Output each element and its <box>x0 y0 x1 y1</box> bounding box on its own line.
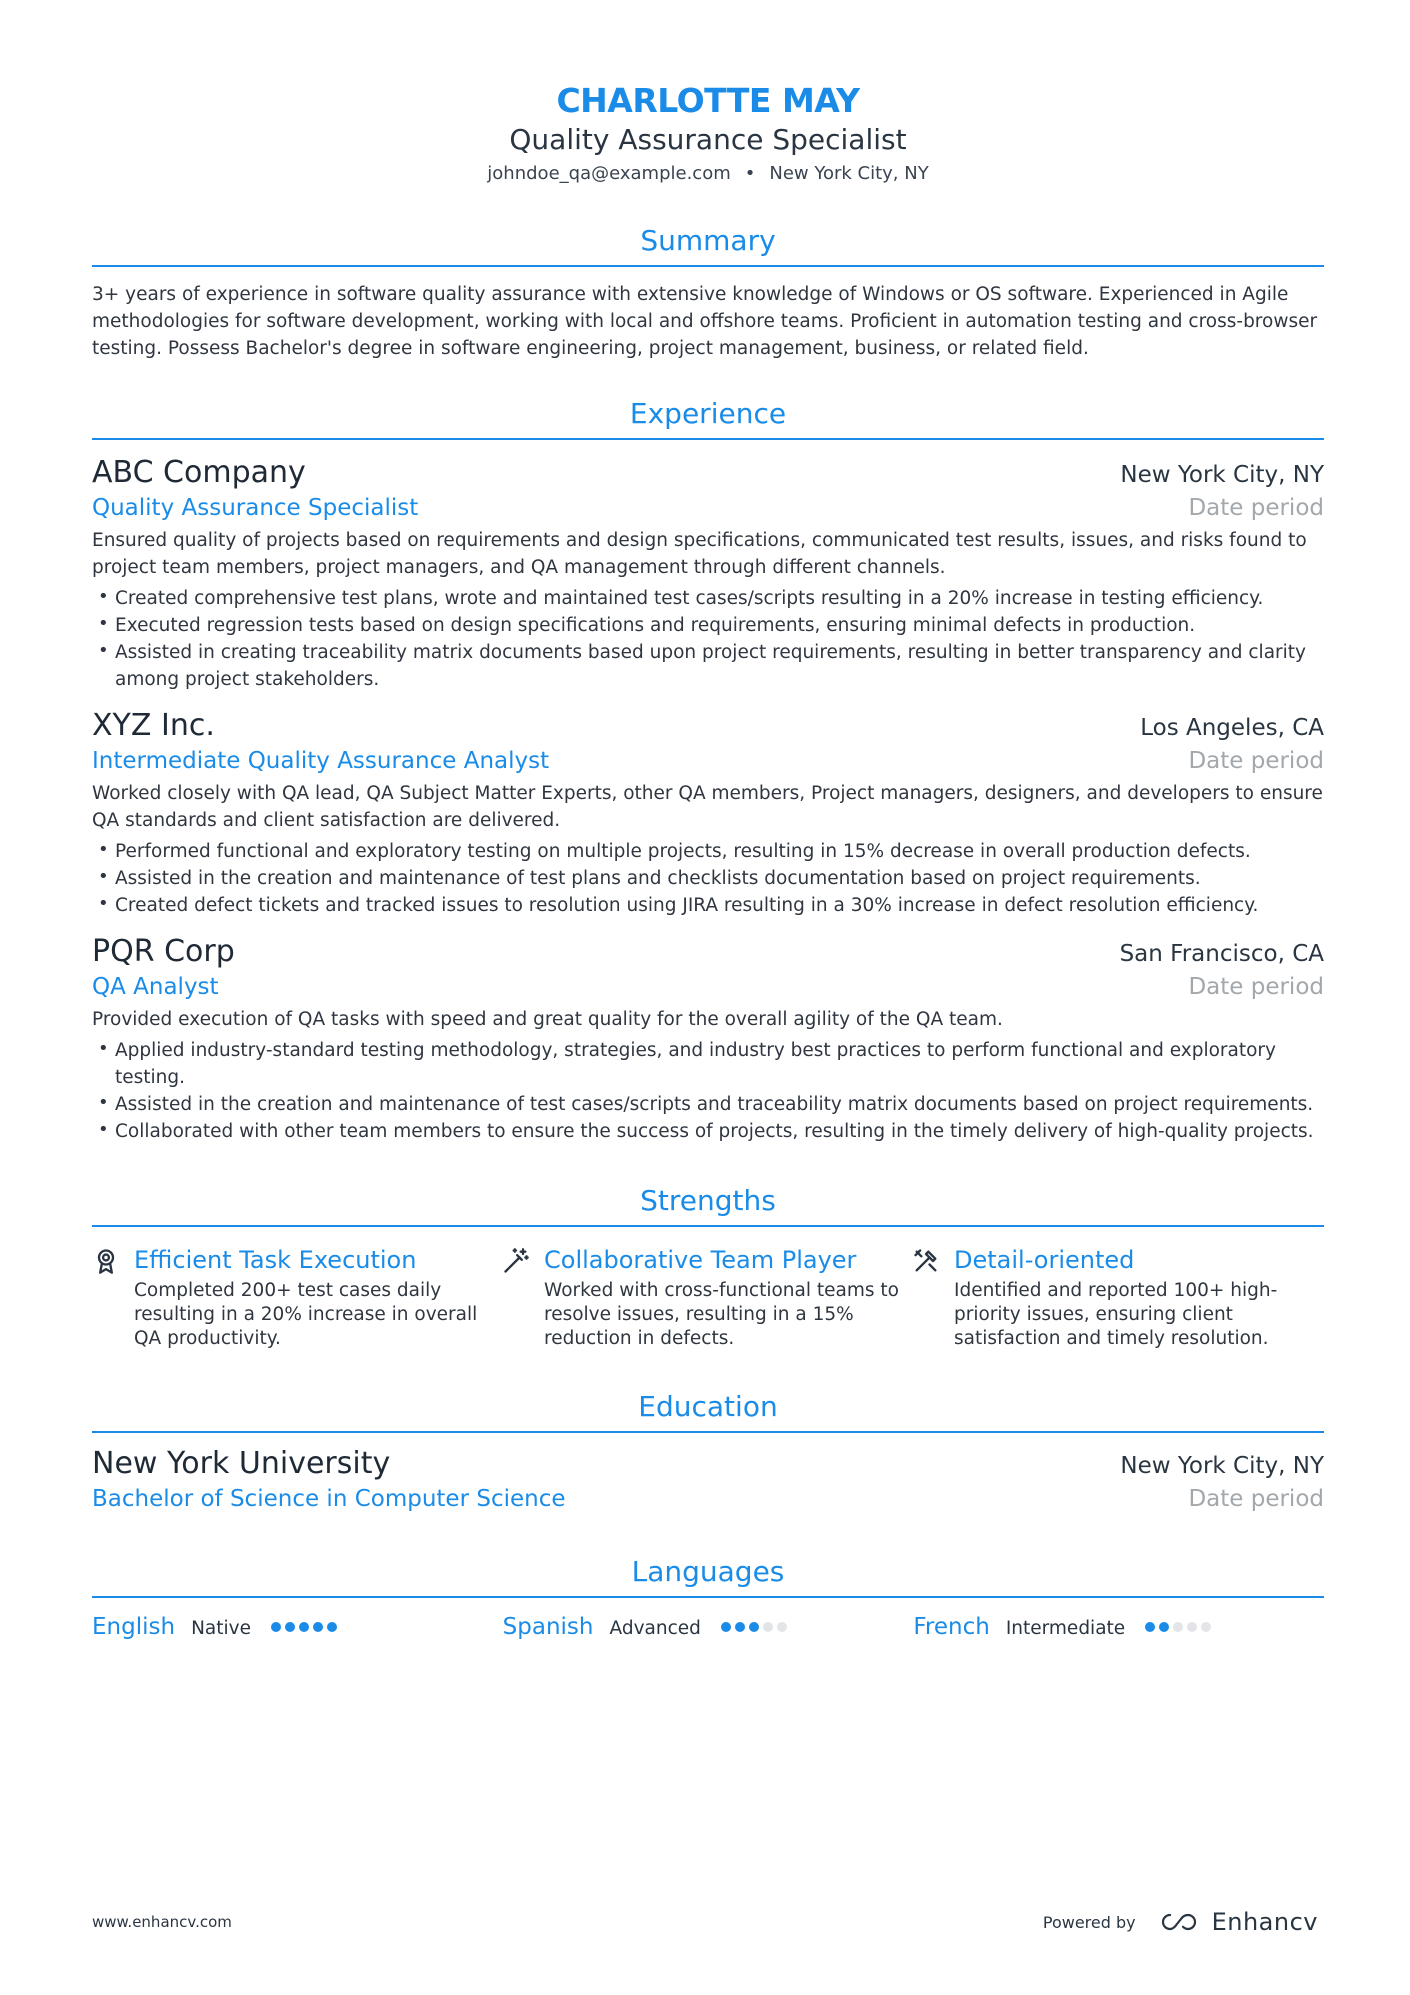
contact-line <box>92 161 1324 187</box>
rating-dot-filled <box>735 1622 745 1632</box>
job-description: Provided execution of QA tasks with speed and great quality for the overall agility of the QA team. <box>92 1009 1003 1030</box>
powered-by <box>1043 1908 1318 1936</box>
infinity-logo-icon <box>1160 1911 1204 1933</box>
contact-location: New York City, NY <box>769 163 929 184</box>
summary-heading: Summary <box>92 223 1324 267</box>
job-date: Date period <box>1188 495 1324 521</box>
education-school: New York University <box>92 1446 391 1481</box>
candidate-title: Quality Assurance Specialist <box>509 123 907 156</box>
rating-dot-filled <box>271 1622 281 1632</box>
strength-title: Detail-oriented <box>954 1246 1135 1274</box>
education-degree: Bachelor of Science in Computer Science <box>92 1486 566 1512</box>
page-footer <box>92 1908 1318 1936</box>
job-bullet: • Created defect tickets and tracked issues to resolution using JIRA resulting in a 30% increase in defect resolution efficiency. <box>92 892 1324 919</box>
job-bullet: • Assisted in creating traceability matrix documents based upon project requirements, resulting in better transparency and clarity among project stakeholders. <box>92 639 1324 693</box>
job-bullets <box>92 1037 1324 1145</box>
education-section <box>92 1389 1324 1514</box>
job-date: Date period <box>1188 748 1324 774</box>
contact-email[interactable]: johndoe_qa@example.com <box>487 163 731 184</box>
education-location: New York City, NY <box>1120 1453 1324 1479</box>
language-rating <box>1145 1622 1211 1632</box>
contact-separator: • <box>744 163 756 184</box>
language-item <box>503 1612 914 1642</box>
resume-content <box>92 80 1324 1642</box>
language-rating <box>721 1622 787 1632</box>
job-company: PQR Corp <box>92 934 235 969</box>
job-location: San Francisco, CA <box>1119 941 1324 967</box>
rating-dot-filled <box>749 1622 759 1632</box>
job-bullet: • Created comprehensive test plans, wrote and maintained test cases/scripts resulting in a 20% increase in testing efficiency. <box>92 585 1324 612</box>
job-bullet: • Performed functional and exploratory testing on multiple projects, resulting in 15% decrease in overall production defects. <box>92 838 1324 865</box>
rating-dot-filled <box>313 1622 323 1632</box>
strength-text: Identified and reported 100+ high-priority issues, ensuring client satisfaction and timely resolution. <box>954 1280 1278 1349</box>
rating-dot-empty <box>1201 1622 1211 1632</box>
tools-icon <box>912 1245 954 1351</box>
rating-dot-filled <box>1159 1622 1169 1632</box>
job-description: Ensured quality of projects based on requirements and design specifications, communicated test results, issues, and risks found to project team members, project managers, and QA management through different channels. <box>92 530 1307 578</box>
footer-url[interactable]: www.enhancv.com <box>92 1913 232 1931</box>
strength-title: Collaborative Team Player <box>544 1246 857 1274</box>
job-role: QA Analyst <box>92 974 219 1000</box>
languages-list <box>92 1612 1324 1642</box>
strengths-list <box>92 1245 1324 1351</box>
strength-item <box>92 1245 502 1351</box>
strength-title: Efficient Task Execution <box>134 1246 417 1274</box>
job-location: New York City, NY <box>1120 462 1324 488</box>
language-level: Native <box>191 1618 251 1639</box>
rating-dot-filled <box>721 1622 731 1632</box>
rating-dot-filled <box>1145 1622 1155 1632</box>
language-level: Advanced <box>609 1618 701 1639</box>
award-icon <box>92 1245 134 1351</box>
summary-text: 3+ years of experience in software quality assurance with extensive knowledge of Windows or OS software. Experienced in Agile methodologies for software development, working with local and offshore teams. Proficient in automation testing and cross-browser testing. Possess Bachelor's degree in software engineering, project management, business, or related field. <box>92 284 1318 359</box>
job-company: XYZ Inc. <box>92 708 215 743</box>
job-bullet: • Applied industry-standard testing methodology, strategies, and industry best practices to perform functional and exploratory testing. <box>92 1037 1324 1091</box>
brand-name: Enhancv <box>1211 1908 1318 1936</box>
job-location: Los Angeles, CA <box>1140 715 1324 741</box>
rating-dot-empty <box>1173 1622 1183 1632</box>
summary-section <box>92 223 1324 362</box>
job-description: Worked closely with QA lead, QA Subject Matter Experts, other QA members, Project managers, designers, and developers to ensure QA standards and client satisfaction are delivered. <box>92 783 1323 831</box>
language-item <box>92 1612 503 1642</box>
rating-dot-empty <box>777 1622 787 1632</box>
language-name: French <box>913 1614 990 1640</box>
job-role: Quality Assurance Specialist <box>92 495 419 521</box>
powered-by-label: Powered by <box>1042 1912 1136 1932</box>
strength-item <box>912 1245 1322 1351</box>
language-name: English <box>92 1614 176 1640</box>
strengths-heading: Strengths <box>92 1183 1324 1227</box>
strength-text: Worked with cross-functional teams to resolve issues, resulting in a 15% reduction in defects. <box>544 1280 899 1349</box>
rating-dot-empty <box>763 1622 773 1632</box>
education-entry <box>92 1445 1324 1514</box>
job-entry <box>92 454 1324 693</box>
rating-dot-filled <box>285 1622 295 1632</box>
rating-dot-filled <box>299 1622 309 1632</box>
language-item <box>913 1612 1324 1642</box>
candidate-name: CHARLOTTE MAY <box>556 81 860 120</box>
job-bullet: • Executed regression tests based on design specifications and requirements, ensuring minimal defects in production. <box>92 612 1324 639</box>
job-bullet: • Collaborated with other team members to ensure the success of projects, resulting in the timely delivery of high-quality projects. <box>92 1118 1324 1145</box>
resume-header <box>92 80 1324 187</box>
language-rating <box>271 1622 337 1632</box>
job-entry <box>92 933 1324 1145</box>
experience-heading: Experience <box>92 396 1324 440</box>
rating-dot-filled <box>327 1622 337 1632</box>
job-date: Date period <box>1188 974 1324 1000</box>
languages-heading: Languages <box>92 1554 1324 1598</box>
job-role: Intermediate Quality Assurance Analyst <box>92 748 550 774</box>
job-bullets <box>92 838 1324 919</box>
education-heading: Education <box>92 1389 1324 1433</box>
strength-text: Completed 200+ test cases daily resulting in a 20% increase in overall QA productivity. <box>134 1280 478 1349</box>
education-date: Date period <box>1188 1486 1324 1512</box>
job-bullet: • Assisted in the creation and maintenance of test plans and checklists documentation based on project requirements. <box>92 865 1324 892</box>
job-bullets <box>92 585 1324 693</box>
experience-section <box>92 396 1324 1145</box>
job-entry <box>92 707 1324 919</box>
enhancv-logo[interactable] <box>1160 1908 1318 1936</box>
languages-section <box>92 1554 1324 1642</box>
job-bullet: • Assisted in the creation and maintenance of test cases/scripts and traceability matrix documents based on project requirements. <box>92 1091 1324 1118</box>
rating-dot-empty <box>1187 1622 1197 1632</box>
magic-wand-icon <box>502 1245 544 1351</box>
strength-item <box>502 1245 912 1351</box>
language-name: Spanish <box>502 1614 594 1640</box>
strengths-section <box>92 1183 1324 1351</box>
language-level: Intermediate <box>1005 1618 1126 1639</box>
job-company: ABC Company <box>92 455 306 490</box>
